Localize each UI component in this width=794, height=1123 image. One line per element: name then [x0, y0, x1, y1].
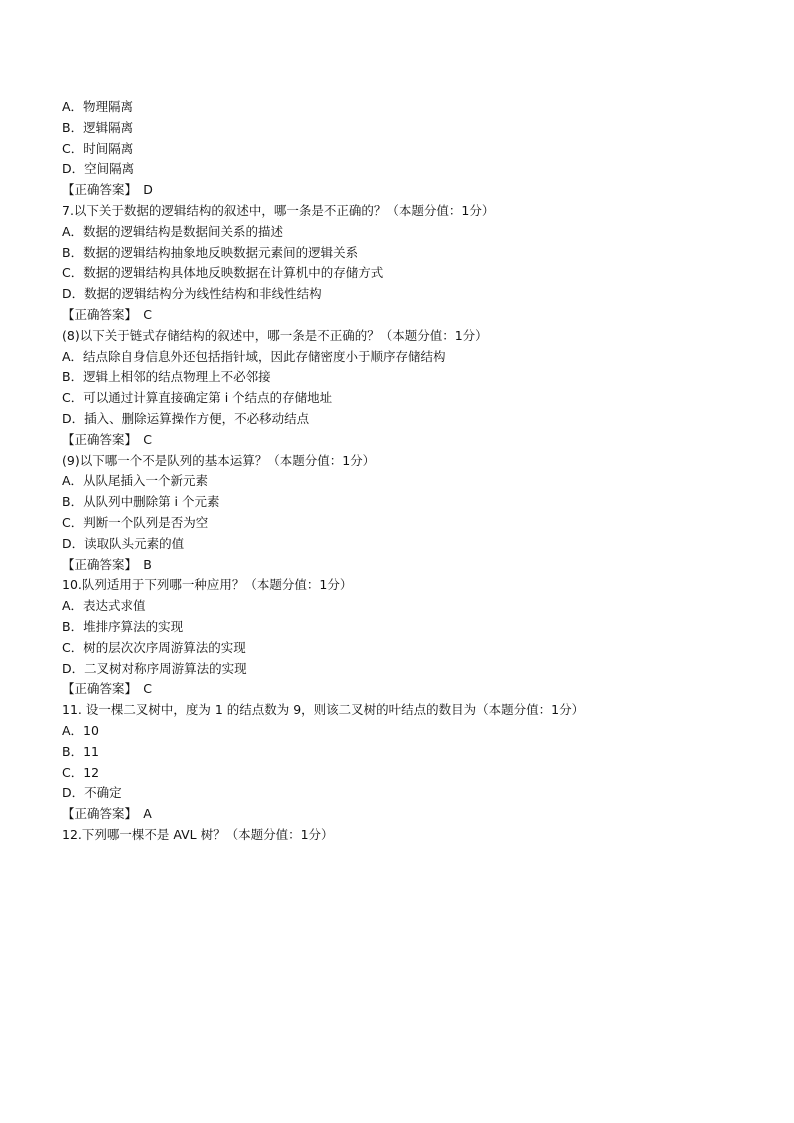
document-page — [62, 97, 762, 846]
question-11-option-b: B．11 — [62, 743, 99, 759]
question-9-option-a: A．从队尾插入一个新元素 — [62, 473, 209, 489]
question-8-title: (8)以下关于链式存储结构的叙述中，哪一条是不正确的？（本题分值：1分） — [62, 327, 488, 343]
question-11-option-a: A．10 — [62, 722, 99, 738]
question-9-option-d: D．读取队头元素的值 — [62, 535, 185, 551]
prev-option-b: B．逻辑隔离 — [62, 119, 134, 135]
question-10-option-d: D．二叉树对称序周游算法的实现 — [62, 660, 247, 676]
question-7-answer: 【正确答案】 C — [62, 306, 152, 322]
question-10-option-c: C．树的层次次序周游算法的实现 — [62, 639, 246, 655]
question-10-title: 10.队列适用于下列哪一种应用？（本题分值：1分） — [62, 577, 353, 593]
question-7-option-d: D．数据的逻辑结构分为线性结构和非线性结构 — [62, 286, 322, 302]
prev-option-c: C．时间隔离 — [62, 140, 134, 156]
question-8-option-d: D．插入、删除运算操作方便，不必移动结点 — [62, 410, 310, 426]
question-11-title: 11. 设一棵二叉树中，度为 1 的结点数为 9，则该二叉树的叶结点的数目为（本题分值：1分） — [62, 702, 585, 718]
question-11-option-c: C．12 — [62, 764, 100, 780]
question-12-title: 12.下列哪一棵不是 AVL 树？（本题分值：1分） — [62, 826, 334, 842]
question-8-option-a: A．结点除自身信息外还包括指针域，因此存储密度小于顺序存储结构 — [62, 348, 446, 364]
question-7-title: 7.以下关于数据的逻辑结构的叙述中，哪一条是不正确的？（本题分值：1分） — [62, 202, 495, 218]
question-7-option-c: C．数据的逻辑结构具体地反映数据在计算机中的存储方式 — [62, 265, 384, 281]
question-8-option-c: C．可以通过计算直接确定第 i 个结点的存储地址 — [62, 390, 333, 406]
prev-option-a: A．物理隔离 — [62, 99, 134, 114]
question-10-option-a: A．表达式求值 — [62, 598, 146, 614]
question-11-option-d: D．不确定 — [62, 785, 122, 801]
prev-answer: 【正确答案】 D — [62, 182, 153, 198]
question-9-title: (9)以下哪一个不是队列的基本运算？（本题分值：1分） — [62, 452, 376, 468]
question-9-answer: 【正确答案】 B — [62, 556, 152, 572]
question-7-option-b: B．数据的逻辑结构抽象地反映数据元素间的逻辑关系 — [62, 244, 359, 260]
question-9-option-c: C．判断一个队列是否为空 — [62, 514, 209, 530]
question-10-option-b: B．堆排序算法的实现 — [62, 618, 184, 634]
question-10-answer: 【正确答案】 C — [62, 681, 152, 697]
question-9-option-b: B．从队列中删除第 i 个元素 — [62, 494, 220, 510]
prev-option-d: D．空间隔离 — [62, 161, 135, 177]
question-7-option-a: A．数据的逻辑结构是数据间关系的描述 — [62, 223, 284, 239]
question-11-answer: 【正确答案】 A — [62, 806, 152, 822]
question-8-answer: 【正确答案】 C — [62, 431, 152, 447]
question-8-option-b: B．逻辑上相邻的结点物理上不必邻接 — [62, 369, 271, 385]
